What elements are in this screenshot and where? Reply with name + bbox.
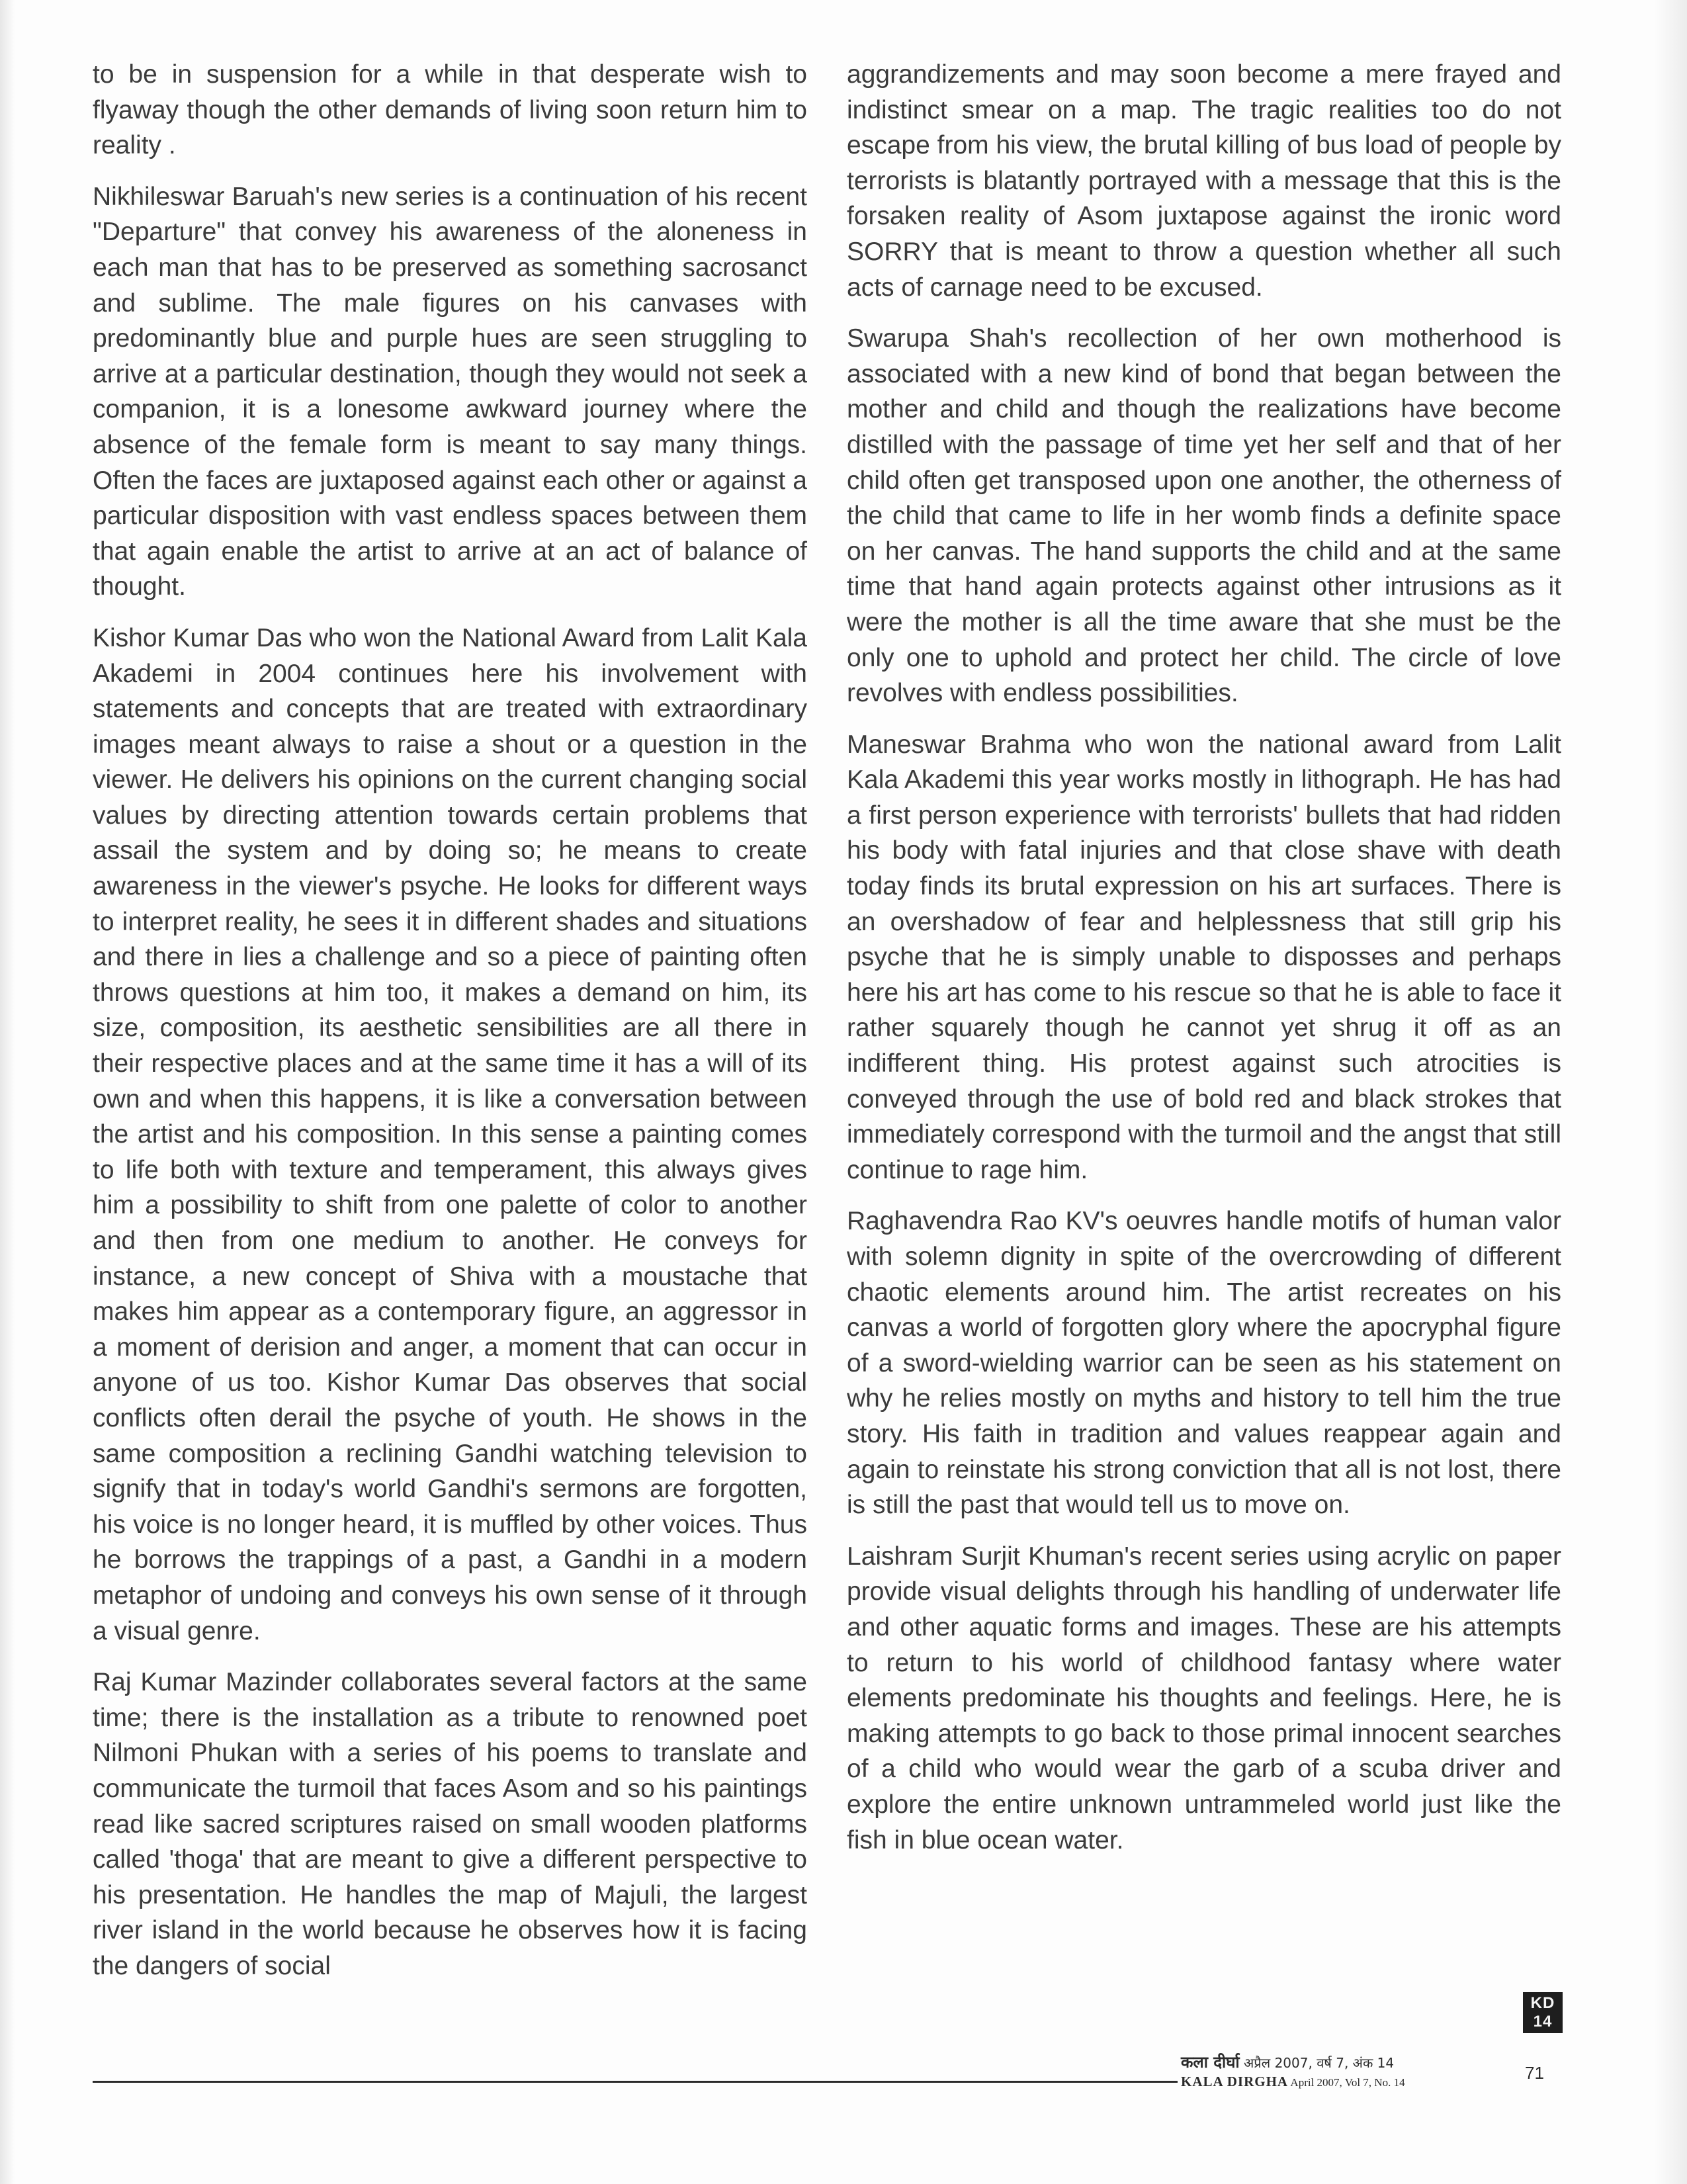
footer-hindi-issue: अप्रैल 2007, वर्ष 7, अंक 14 — [1244, 2055, 1395, 2071]
paragraph-maneswar-brahma: Maneswar Brahma who won the national award from Lalit Kala Akademi this year works mostly in lithograph. He has had a first person experience with terrorists' bullets that had ridden his body with fatal injuries and that close shave with death today finds its brutal expression on his art surfaces. There is an overshadow of fear and helplessness that still grip his psyche that he is simply unable to disposses and perhaps here his art has come to his rescue so that he is able to face it rather squarely though he cannot yet shrug it off as an indifferent thing. His protest against such atrocities is conveyed through the use of bold red and black strokes that immediately correspond with the turmoil and the angst that still continue to rage him. — [847, 730, 1561, 1184]
page-number: 71 — [1525, 2063, 1544, 2083]
paragraph-nikhileswar-baruah: Nikhileswar Baruah's new series is a continuation of his recent "Departure" that convey his awareness of the aloneness in each man that has to be preserved as something sacrosanct and sublime. The male figures on his canvases with predominantly blue and purple hues are seen struggling to arrive at a particular destination, though they would not seek a companion, it is a lonesome awkward journey where the absence of the female form is meant to say many things. Often the faces are juxtaposed against each other or against a particular disposition with vast endless spaces between them that again enable the artist to arrive at an act of balance of thought. — [93, 182, 807, 601]
footer-hindi-title: कला दीर्घा — [1181, 2053, 1240, 2072]
article-left-column — [93, 57, 807, 1999]
paragraph-majuli-continuation: aggrandizements and may soon become a mere frayed and indistinct smear on a map. The tragic realities too do not escape from his view, the brutal killing of bus load of people by terrorists is blatantly portrayed with a message that this is the forsaken reality of Asom juxtapose against the ironic word SORRY that is meant to throw a question whether all such acts of carnage need to be excused. — [847, 60, 1561, 302]
paragraph-swarupa-shah: Swarupa Shah's recollection of her own motherhood is associated with a new kind of bond that began between the mother and child and though the realizations have become distilled with the passage of time yet her self and that of her child often get transposed upon one another, the otherness of the child that came to life in her womb finds a definite space on her canvas. The hand supports the child and at the same time that hand again protects against other intrusions as it were the mother is all the time aware that she must be the only one to uphold and protect her child. The circle of love revolves with endless possibilities. — [847, 324, 1561, 708]
footer-english-issue: April 2007, Vol 7, No. 14 — [1290, 2076, 1405, 2089]
article-right-column — [847, 57, 1561, 1874]
paragraph-raj-kumar-mazinder: Raj Kumar Mazinder collaborates several factors at the same time; there is the installation as a tribute to renowned poet Nilmoni Phukan with a series of his poems to translate and communicate the turmoil that faces Asom and so his paintings read like sacred scriptures raised on small wooden platforms called 'thoga' that are meant to give a different perspective to his presentation. He handles the map of Majuli, the largest river island in the world because he observes how it is facing the dangers of social — [93, 1668, 807, 1980]
paragraph-kishor-kumar-das: Kishor Kumar Das who won the National Award from Lalit Kala Akademi in 2004 continues here his involvement with statements and concepts that are treated with extraordinary images meant always to raise a shout or a question in the viewer. He delivers his opinions on the current changing social values by directing attention towards certain problems that assail the system and by doing so; he means to create awareness in the viewer's psyche. He looks for different ways to interpret reality, he sees it in different shades and situations and there in lies a challenge and so a piece of painting often throws questions at him too, it makes a demand on him, its size, composition, its aesthetic sensibilities are all there in their respective places and at the same time it has a will of its own and when this happens, it is like a conversation between the artist and his composition. In this sense a painting comes to life both with texture and temperament, this always gives him a possibility to shift from one palette of color to another and then from one medium to another. He conveys for instance, a new concept of Shiva with a moustache that makes him appear as a contemporary figure, an aggressor in a moment of derision and anger, a moment that can occur in anyone of us too. Kishor Kumar Das observes that social conflicts often derail the psyche of youth. He shows in the same composition a reclining Gandhi watching television to signify that in today's world Gandhi's sermons are forgotten, his voice is no longer heard, it is muffled by other voices. Thus he borrows the trappings of a past, a Gandhi in a modern metaphor of undoing and conveys his own sense of it through a visual genre. — [93, 623, 807, 1645]
page-binding-shadow — [0, 0, 15, 2184]
paragraph-laishram-surjit-khuman: Laishram Surjit Khuman's recent series using acrylic on paper provide visual delights through his handling of underwater life and other aquatic forms and images. These are his attempts to return to his world of childhood fantasy where water elements predominate his thoughts and feelings. Here, he is making attempts to go back to those primal innocent searches of a child who would wear the garb of a scuba driver and explore the entire unknown untrammeled world just like the fish in blue ocean water. — [847, 1542, 1561, 1855]
footer-divider — [93, 2081, 1178, 2083]
footer-english-line — [1181, 2073, 1459, 2091]
footer-english-title: KALA DIRGHA — [1181, 2074, 1289, 2089]
footer-hindi-line — [1181, 2052, 1459, 2073]
paragraph-raghavendra-rao: Raghavendra Rao KV's oeuvres handle motifs of human valor with solemn dignity in spite of the overcrowding of different chaotic elements around him. The artist recreates on his canvas a world of forgotten glory where the apocryphal figure of a sword-wielding warrior can be seen as his statement on why he relies mostly on myths and history to tell him the true story. His faith in tradition and values reappear again and again to reinstate his strong conviction that all is not lost, there is still the past that would tell us to move on. — [847, 1207, 1561, 1520]
end-mark-top: KD — [1530, 1994, 1555, 2012]
magazine-footer — [1181, 2052, 1459, 2091]
end-mark-bottom: 14 — [1533, 2013, 1553, 2031]
end-of-article-mark — [1523, 1992, 1563, 2033]
paragraph-continuation: to be in suspension for a while in that desperate wish to flyaway though the other demands of living soon return him to reality . — [93, 60, 807, 160]
page-edge-shadow — [1654, 0, 1687, 2184]
